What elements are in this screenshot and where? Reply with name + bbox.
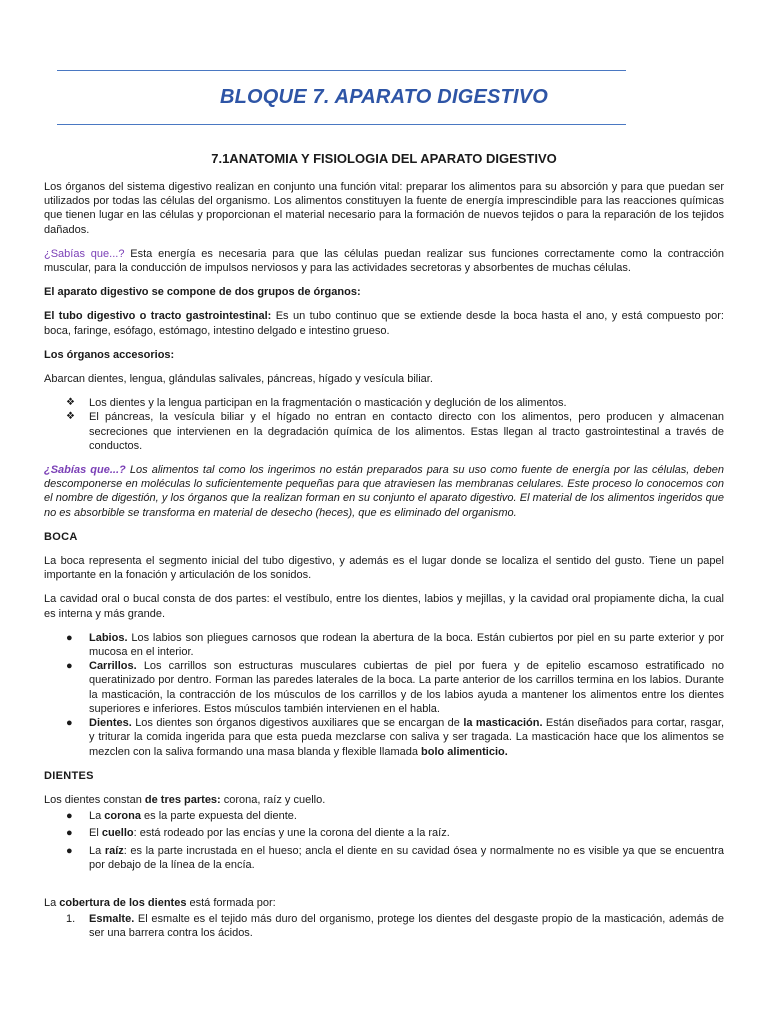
cobertura-intro bbox=[44, 896, 724, 910]
list-item bbox=[44, 844, 724, 872]
top-rule bbox=[57, 70, 626, 71]
list-number: 1. bbox=[66, 913, 76, 926]
list-item bbox=[44, 912, 724, 940]
list-item-text: Los dientes y la lengua participan en la fragmentación o masticación y deglución de los alimentos. bbox=[89, 397, 567, 410]
bullet-dot-icon: ● bbox=[66, 810, 73, 823]
document-body bbox=[44, 180, 724, 951]
part-text: : está rodeado por las encías y une la corona del diente a la raíz. bbox=[133, 827, 450, 840]
list-item bbox=[44, 809, 724, 823]
title-underline-rule bbox=[57, 124, 626, 125]
tube-text: Es un tubo continuo que se extiende desde la boca hasta el ano, y está compuesto por: boca, faringe, esófago, estómago, intestino delgado e intestino grueso. bbox=[44, 310, 724, 337]
item-label: Dientes. bbox=[89, 717, 132, 730]
sabias-que-label: ¿Sabías que...? bbox=[44, 247, 125, 260]
bullet-dot-icon: ● bbox=[66, 844, 73, 857]
dientes-intro-text: corona, raíz y cuello. bbox=[220, 793, 326, 806]
accessory-bullet-list bbox=[44, 396, 724, 453]
boca-heading: BOCA bbox=[44, 530, 78, 543]
dientes-intro-text: Los dientes constan bbox=[44, 793, 145, 806]
dientes-intro bbox=[44, 793, 724, 807]
boca-paragraph-1: La boca representa el segmento inicial del tubo digestivo, y además es el lugar donde se localiza el sentido del gusto. Tiene un papel importante en la fonación y articulación de los sonidos. bbox=[44, 555, 724, 582]
cobertura-bold: cobertura de los dientes bbox=[59, 896, 187, 909]
part-bold: raíz bbox=[104, 844, 124, 857]
part-text: La bbox=[89, 844, 105, 857]
bullet-dot-icon: ● bbox=[66, 717, 73, 730]
list-item bbox=[44, 716, 724, 759]
item-label: Carrillos. bbox=[89, 660, 137, 673]
list-item bbox=[44, 410, 724, 453]
part-text: es la parte expuesta del diente. bbox=[140, 810, 297, 823]
sabias-que-text: Los alimentos tal como los ingerimos no están preparados para su uso como fuente de energía por las células, deben descomponerse en moléculas lo suficientemente pequeñas para que atraviesen las membranas celulares. Este proceso lo conocemos con el nombre de digestión, y los órganos que la realizan forman en su conjunto el aparato digestivo. El material de los alimentos ingeridos que no es absorbible se transforma en material de desecho (heces), que es eliminado del organismo. bbox=[44, 464, 725, 519]
dientes-intro-bold: de tres partes: bbox=[144, 793, 221, 806]
item-text: Están diseñados para cortar, rasgar, y triturar la comida ingerida para que esta pueda mezclarse con saliva y ser tragada. La masticación hace que los alimentos se mezclen con la saliva formando una masa blanda y flexible llamada bbox=[89, 717, 725, 758]
bullet-dot-icon: ● bbox=[66, 660, 73, 673]
part-text: El bbox=[89, 827, 102, 840]
bullet-dot-icon: ● bbox=[66, 631, 73, 644]
item-text: Los carrillos son estructuras musculares cubiertas de piel por fuera y de epitelio escamoso estratificado no queratinizado por dentro. Forman las paredes laterales de la boca. La parte anterior de los carrillos termina en los labios. Durante la masticación, la contracción de los músculos de los carrillos y de los labios ayuda a mantener los alimentos entre los dientes superiores e inferiores. Estos músculos también intervienen en el habla. bbox=[89, 660, 724, 715]
item-label: Labios. bbox=[89, 631, 128, 644]
item-text: Los labios son pliegues carnosos que rodean la abertura de la boca. Están cubiertos por piel en su parte exterior y por mucosa en el interior. bbox=[89, 631, 724, 659]
tube-label: El tubo digestivo o tracto gastrointestinal: bbox=[44, 310, 272, 323]
part-bold: corona bbox=[104, 810, 141, 823]
dientes-heading: DIENTES bbox=[44, 769, 94, 782]
item-bold: bolo alimenticio. bbox=[421, 745, 508, 758]
boca-paragraph-2: La cavidad oral o bucal consta de dos partes: el vestíbulo, entre los dientes, labios y mejillas, y la cavidad oral propiamente dicha, la cual es interna y más grande. bbox=[44, 593, 724, 620]
item-text: El esmalte es el tejido más duro del organismo, protege los dientes del desgaste propio de la masticación, además de ser una barrera contra los ácidos. bbox=[89, 913, 724, 940]
item-label: Esmalte. bbox=[89, 913, 135, 926]
sabias-que-text: Esta energía es necesaria para que las células puedan realizar sus funciones correctamente como la contracción muscular, para la conducción de impulsos nerviosos y para las actividades secretoras y absorbentes de muchas células. bbox=[44, 247, 724, 275]
page-title: BLOQUE 7. APARATO DIGESTIVO bbox=[219, 86, 549, 108]
part-bold: cuello bbox=[101, 827, 134, 840]
list-item-text: El páncreas, la vesícula biliar y el hígado no entran en contacto directo con los alimentos, pero producen y almacenan secreciones que intervienen en la degradación química de los alimentos. Estas llegan al tracto gastrointestinal a través de conductos. bbox=[89, 411, 724, 452]
list-item bbox=[44, 396, 724, 410]
diamond-bullet-icon: ❖ bbox=[66, 397, 75, 409]
accessory-heading: Los órganos accesorios: bbox=[44, 348, 175, 361]
item-bold: la masticación. bbox=[463, 717, 543, 730]
bullet-dot-icon: ● bbox=[66, 827, 73, 840]
item-text: Los dientes son órganos digestivos auxiliares que se encargan de bbox=[131, 717, 464, 730]
sabias-que-label: ¿Sabías que...? bbox=[44, 464, 126, 477]
cobertura-text: está formada por: bbox=[186, 896, 276, 909]
diamond-bullet-icon: ❖ bbox=[66, 411, 75, 423]
sabias-que-paragraph-1 bbox=[44, 247, 724, 275]
groups-heading: El aparato digestivo se compone de dos grupos de órganos: bbox=[44, 286, 361, 299]
dientes-parts-list bbox=[44, 809, 724, 872]
boca-bullet-list bbox=[44, 631, 724, 759]
list-item bbox=[44, 826, 724, 840]
section-title: 7.1ANATOMIA Y FISIOLOGIA DEL APARATO DIGESTIVO bbox=[211, 151, 557, 166]
list-item bbox=[44, 631, 724, 659]
accessory-paragraph: Abarcan dientes, lengua, glándulas salivales, páncreas, hígado y vesícula biliar. bbox=[44, 373, 433, 386]
cobertura-text: La bbox=[44, 896, 60, 909]
cobertura-numbered-list bbox=[44, 912, 724, 940]
sabias-que-paragraph-2 bbox=[44, 463, 724, 520]
list-item bbox=[44, 659, 724, 716]
tube-paragraph bbox=[44, 309, 724, 337]
part-text: La bbox=[89, 810, 105, 823]
part-text: : es la parte incrustada en el hueso; ancla el diente en su cavidad ósea y normalmente no es visible ya que se encuentra por debajo de la línea de la encía. bbox=[89, 844, 724, 871]
intro-paragraph: Los órganos del sistema digestivo realizan en conjunto una función vital: preparar los alimentos para su absorción y para que puedan ser utilizados por todas las células del organismo. Los alimentos constituyen la fuente de energía imprescindible para las reacciones químicas que tienen lugar en las células y proporcionan el material necesario para la formación de nuevos tejidos o para la reparación de los tejidos dañados. bbox=[44, 181, 724, 236]
